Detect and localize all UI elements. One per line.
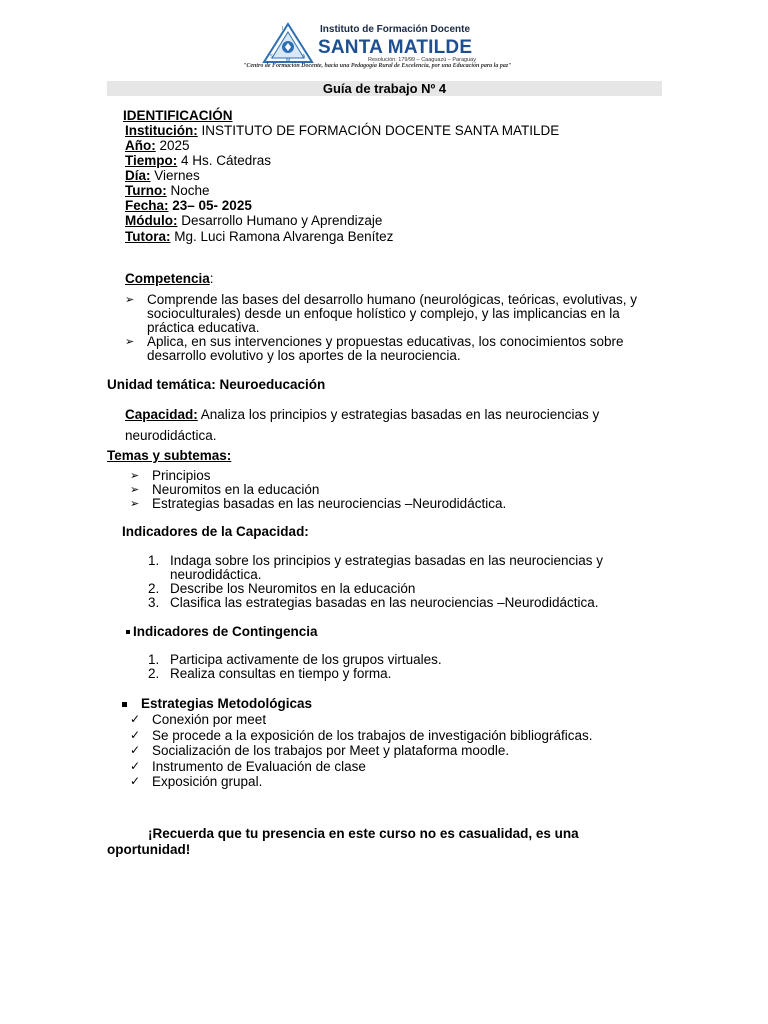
checkmark-icon: ✓: [130, 758, 141, 773]
list-item: ✓ Socialización de los trabajos por Meet y plataforma moodle.: [130, 743, 510, 758]
capacity-indicators-list: [148, 554, 668, 610]
module-row: [125, 213, 382, 228]
tutor-label: Tutora:: [125, 229, 171, 244]
list-item: ➢ Neuromitos en la educación: [130, 482, 320, 497]
institute-motto: "Centro de Formación Docente, hacia una Pedagogía Rural de Excelencia, por una Educación para la paz": [243, 63, 512, 69]
checkmark-icon: ✓: [130, 712, 141, 726]
institute-logo: [262, 22, 314, 64]
list-item: ➢ Aplica, en sus intervenciones y propuestas educativas, los conocimientos sobre desarrollo evolutivo y los aportes de la neurociencia.: [125, 334, 624, 363]
contingency-indicators-list: [148, 653, 668, 681]
document-title: Guía de trabajo Nº 4: [107, 81, 662, 96]
capacity-label: Capacidad:: [125, 407, 198, 422]
arrow-bullet-icon: ➢: [130, 470, 140, 482]
day-label: Día:: [125, 168, 151, 183]
arrow-bullet-icon: ➢: [125, 336, 135, 348]
list-item: 2. Describe los Neuromitos en la educación: [148, 581, 416, 596]
date-label: Fecha:: [125, 198, 169, 213]
competence-colon: :: [209, 271, 214, 286]
list-item: 1. Indaga sobre los principios y estrategias basadas en las neurociencias y neurodidáctica.: [148, 553, 604, 582]
day-row: [125, 168, 200, 183]
identification-heading: IDENTIFICACIÓN: [123, 108, 233, 123]
institution-row: [125, 123, 559, 138]
capacity-indicators-heading: Indicadores de la Capacidad:: [122, 524, 309, 539]
strategies-list: [130, 712, 670, 790]
square-bullet-icon: [122, 702, 127, 707]
checkmark-icon: ✓: [130, 743, 141, 757]
svg-text:M: M: [286, 58, 291, 64]
tutor-value: Mg. Luci Ramona Alvarenga Benítez: [170, 229, 394, 244]
year-row: [125, 138, 190, 153]
year-label: Año:: [125, 138, 156, 153]
year-value: 2025: [155, 138, 190, 153]
list-item: ✓ Exposición grupal.: [130, 774, 263, 789]
list-item: 2. Realiza consultas en tiempo y forma.: [148, 666, 392, 681]
time-row: [125, 153, 271, 168]
checkmark-icon: ✓: [130, 727, 141, 742]
institution-label: Institución:: [125, 123, 198, 138]
thematic-unit-label: Unidad temática:: [107, 377, 216, 392]
list-item: ➢ Comprende las bases del desarrollo humano (neurológicas, teóricas, evolutivas, y socioculturales) desde un enfoque holístico y complejo, y las implicancias en la práctica educativa.: [125, 292, 638, 335]
thematic-unit-value: Neuroeducación: [215, 377, 326, 392]
institute-name-main: SANTA MATILDE: [318, 37, 473, 58]
arrow-bullet-icon: ➢: [130, 484, 140, 496]
capacity-value: Analiza los principios y estrategias basadas en las neurociencias y neurodidáctica.: [125, 407, 600, 443]
tutor-row: [125, 229, 393, 244]
competence-heading: [125, 271, 214, 286]
list-item: ✓ Se procede a la exposición de los trabajos de investigación bibliográficas.: [130, 727, 593, 743]
list-item: ✓ Instrumento de Evaluación de clase: [130, 758, 366, 774]
module-value: Desarrollo Humano y Aprendizaje: [177, 213, 383, 228]
module-label: Módulo:: [125, 213, 178, 228]
svg-text:S: S: [270, 54, 274, 60]
checkmark-icon: ✓: [130, 774, 141, 788]
day-value: Viernes: [150, 168, 200, 183]
shift-value: Noche: [166, 183, 210, 198]
topics-heading: Temas y subtemas:: [107, 448, 232, 463]
institution-value: INSTITUTO DE FORMACIÓN DOCENTE SANTA MATILDE: [197, 123, 560, 138]
thematic-unit: [107, 377, 325, 392]
closing-message: ¡Recuerda que tu presencia en este curso no es casualidad, es una oportunidad!: [107, 826, 579, 857]
competence-label: Competencia: [125, 271, 210, 286]
arrow-bullet-icon: ➢: [125, 294, 135, 306]
capacity: [125, 404, 670, 446]
arrow-bullet-icon: ➢: [130, 498, 140, 510]
competence-list: [125, 293, 645, 363]
topics-list: [130, 469, 650, 511]
date-value: 23– 05- 2025: [168, 198, 252, 213]
institute-name-line: Instituto de Formación Docente: [320, 24, 471, 35]
shift-row: [125, 183, 210, 198]
time-value: 4 Hs. Cátedras: [177, 153, 272, 168]
list-item: ✓ Conexión por meet: [130, 712, 267, 727]
date-row: [125, 198, 252, 213]
list-item: ➢ Principios: [130, 468, 211, 483]
list-item: 1. Participa activamente de los grupos virtuales.: [148, 652, 442, 667]
svg-text:I: I: [282, 26, 284, 32]
contingency-indicators-heading: Indicadores de Contingencia: [126, 624, 318, 639]
institute-resolution: Resolución: 179/99 – Caaguazú – Paraguay: [368, 57, 476, 63]
square-bullet-icon: [126, 630, 130, 634]
svg-text:A: A: [302, 54, 306, 60]
time-label: Tiempo:: [125, 153, 178, 168]
list-item: ➢ Estrategias basadas en las neurociencias –Neurodidáctica.: [130, 496, 507, 511]
shift-label: Turno:: [125, 183, 167, 198]
strategies-heading: Estrategias Metodológicas: [122, 696, 312, 711]
list-item: 3. Clasifica las estrategias basadas en las neurociencias –Neurodidáctica.: [148, 595, 599, 610]
